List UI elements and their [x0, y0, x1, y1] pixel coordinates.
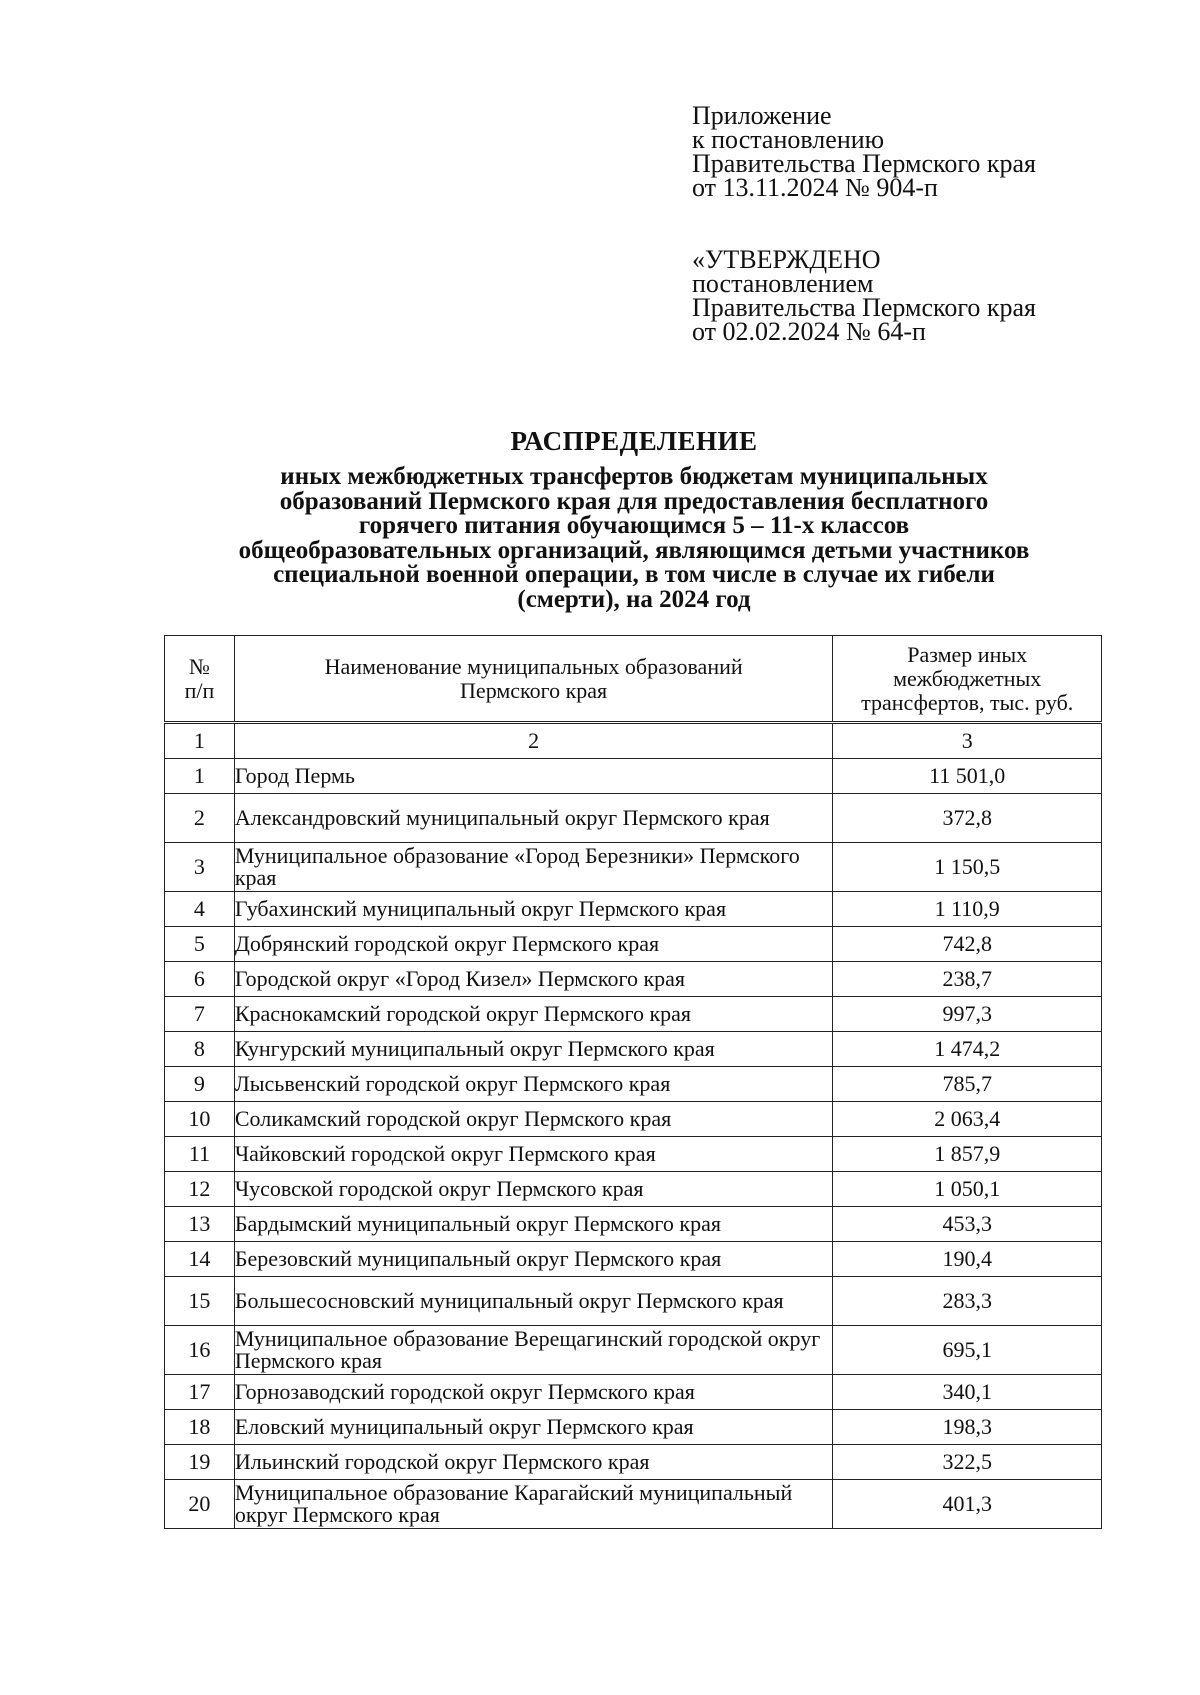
row-value: 283,3 [833, 1277, 1102, 1326]
row-value: 695,1 [833, 1326, 1102, 1375]
row-name: Муниципальное образование «Город Березники» Пермского края [234, 843, 833, 892]
row-number: 11 [165, 1137, 235, 1172]
approval-line-3: Правительства Пермского края [692, 293, 1036, 322]
row-number: 15 [165, 1277, 235, 1326]
document-subtitle [160, 465, 1108, 612]
approval-line-1: «УТВЕРЖДЕНО [692, 245, 881, 274]
appendix-line-3: Правительства Пермского края [692, 149, 1036, 178]
subtitle-line-4: общеобразовательных организаций, являющимся детьми участников [238, 536, 1030, 564]
table-row [165, 1032, 1102, 1067]
row-number: 5 [165, 927, 235, 962]
table-row [165, 1480, 1102, 1529]
row-value: 742,8 [833, 927, 1102, 962]
row-number: 19 [165, 1445, 235, 1480]
table-row [165, 759, 1102, 794]
header-name [234, 636, 833, 723]
row-value: 372,8 [833, 794, 1102, 843]
row-value: 785,7 [833, 1067, 1102, 1102]
appendix-line-2: к постановлению [692, 125, 885, 154]
row-value: 1 857,9 [833, 1137, 1102, 1172]
approval-line-2: постановлением [692, 269, 874, 298]
row-number: 3 [165, 843, 235, 892]
row-name: Губахинский муниципальный округ Пермского края [234, 892, 833, 927]
row-name: Чусовской городской округ Пермского края [234, 1172, 833, 1207]
row-name: Лысьвенский городской округ Пермского края [234, 1067, 833, 1102]
subtitle-line-6: (смерти), на 2024 год [517, 585, 751, 613]
subtitle-line-5: специальной военной операции, в том числе в случае их гибели [273, 561, 995, 588]
header-value [833, 636, 1102, 723]
table-row [165, 892, 1102, 927]
row-value: 401,3 [833, 1480, 1102, 1529]
row-value: 1 474,2 [833, 1032, 1102, 1067]
row-number: 20 [165, 1480, 235, 1529]
row-value: 322,5 [833, 1445, 1102, 1480]
row-name: Краснокамский городской округ Пермского края [234, 997, 833, 1032]
column-number-row [165, 723, 1102, 759]
row-name: Горнозаводский городской округ Пермского края [234, 1375, 833, 1410]
row-number: 9 [165, 1067, 235, 1102]
row-number: 4 [165, 892, 235, 927]
table-row [165, 794, 1102, 843]
row-name: Березовский муниципальный округ Пермского края [234, 1242, 833, 1277]
row-value: 2 063,4 [833, 1102, 1102, 1137]
table-row [165, 1410, 1102, 1445]
row-value: 1 150,5 [833, 843, 1102, 892]
header-name-line-2: Пермского края [460, 677, 608, 703]
table-row [165, 1207, 1102, 1242]
row-name: Город Пермь [234, 759, 833, 794]
row-number: 18 [165, 1410, 235, 1445]
row-number: 6 [165, 962, 235, 997]
row-number: 1 [165, 759, 235, 794]
row-value: 190,4 [833, 1242, 1102, 1277]
header-name-line-1: Наименование муниципальных образований [324, 653, 743, 679]
table-row [165, 1242, 1102, 1277]
row-name: Бардымский муниципальный округ Пермского края [234, 1207, 833, 1242]
header-value-line-3: трансфертов, тыс. руб. [861, 689, 1074, 715]
row-number: 7 [165, 997, 235, 1032]
row-name: Еловский муниципальный округ Пермского края [234, 1410, 833, 1445]
row-value: 1 050,1 [833, 1172, 1102, 1207]
header-value-line-2: межбюджетных [893, 665, 1042, 691]
table-row [165, 1445, 1102, 1480]
column-number-3: 3 [833, 723, 1102, 759]
subtitle-line-2: образований Пермского края для предоставления бесплатного [279, 487, 989, 515]
row-number: 17 [165, 1375, 235, 1410]
table-row [165, 1067, 1102, 1102]
approval-block [692, 245, 1036, 346]
row-name: Соликамский городской округ Пермского края [234, 1102, 833, 1137]
table-row [165, 1172, 1102, 1207]
row-value: 11 501,0 [833, 759, 1102, 794]
row-name: Большесосновский муниципальный округ Пермского края [234, 1277, 833, 1326]
appendix-line-1: Приложение [692, 101, 832, 130]
row-number: 14 [165, 1242, 235, 1277]
row-number: 13 [165, 1207, 235, 1242]
header-value-line-1: Размер иных [907, 641, 1028, 667]
table-header-row [165, 636, 1102, 723]
row-value: 198,3 [833, 1410, 1102, 1445]
row-name: Ильинский городской округ Пермского края [234, 1445, 833, 1480]
document-title: РАСПРЕДЕЛЕНИЕ [510, 426, 758, 456]
table-row [165, 1137, 1102, 1172]
table-row [165, 843, 1102, 892]
row-number: 2 [165, 794, 235, 843]
row-number: 8 [165, 1032, 235, 1067]
header-number [165, 636, 235, 723]
column-number-2: 2 [234, 723, 833, 759]
row-value: 1 110,9 [833, 892, 1102, 927]
row-value: 340,1 [833, 1375, 1102, 1410]
row-name: Городской округ «Город Кизел» Пермского края [234, 962, 833, 997]
appendix-line-4: от 13.11.2024 № 904-п [692, 173, 938, 202]
row-value: 997,3 [833, 997, 1102, 1032]
row-value: 453,3 [833, 1207, 1102, 1242]
appendix-block [692, 101, 1036, 202]
approval-line-4: от 02.02.2024 № 64-п [692, 317, 926, 346]
table-row [165, 1375, 1102, 1410]
row-name: Александровский муниципальный округ Пермского края [234, 794, 833, 843]
row-name: Кунгурский муниципальный округ Пермского края [234, 1032, 833, 1067]
row-number: 16 [165, 1326, 235, 1375]
table-row [165, 927, 1102, 962]
subtitle-line-3: горячего питания обучающимся 5 – 11-х классов [358, 512, 910, 539]
subtitle-line-1: иных межбюджетных трансфертов бюджетам муниципальных [280, 463, 988, 490]
row-name: Чайковский городской округ Пермского края [234, 1137, 833, 1172]
header-number-line-2: п/п [184, 677, 215, 703]
table-row [165, 997, 1102, 1032]
row-name: Муниципальное образование Карагайский муниципальный округ Пермского края [234, 1480, 833, 1529]
distribution-table [164, 635, 1102, 1529]
header-number-line-1: № [188, 653, 210, 679]
table-row [165, 1102, 1102, 1137]
column-number-1: 1 [165, 723, 235, 759]
row-number: 12 [165, 1172, 235, 1207]
table-row [165, 1277, 1102, 1326]
row-name: Добрянский городской округ Пермского края [234, 927, 833, 962]
table-row [165, 1326, 1102, 1375]
row-value: 238,7 [833, 962, 1102, 997]
row-number: 10 [165, 1102, 235, 1137]
table-row [165, 962, 1102, 997]
row-name: Муниципальное образование Верещагинский городской округ Пермского края [234, 1326, 833, 1375]
